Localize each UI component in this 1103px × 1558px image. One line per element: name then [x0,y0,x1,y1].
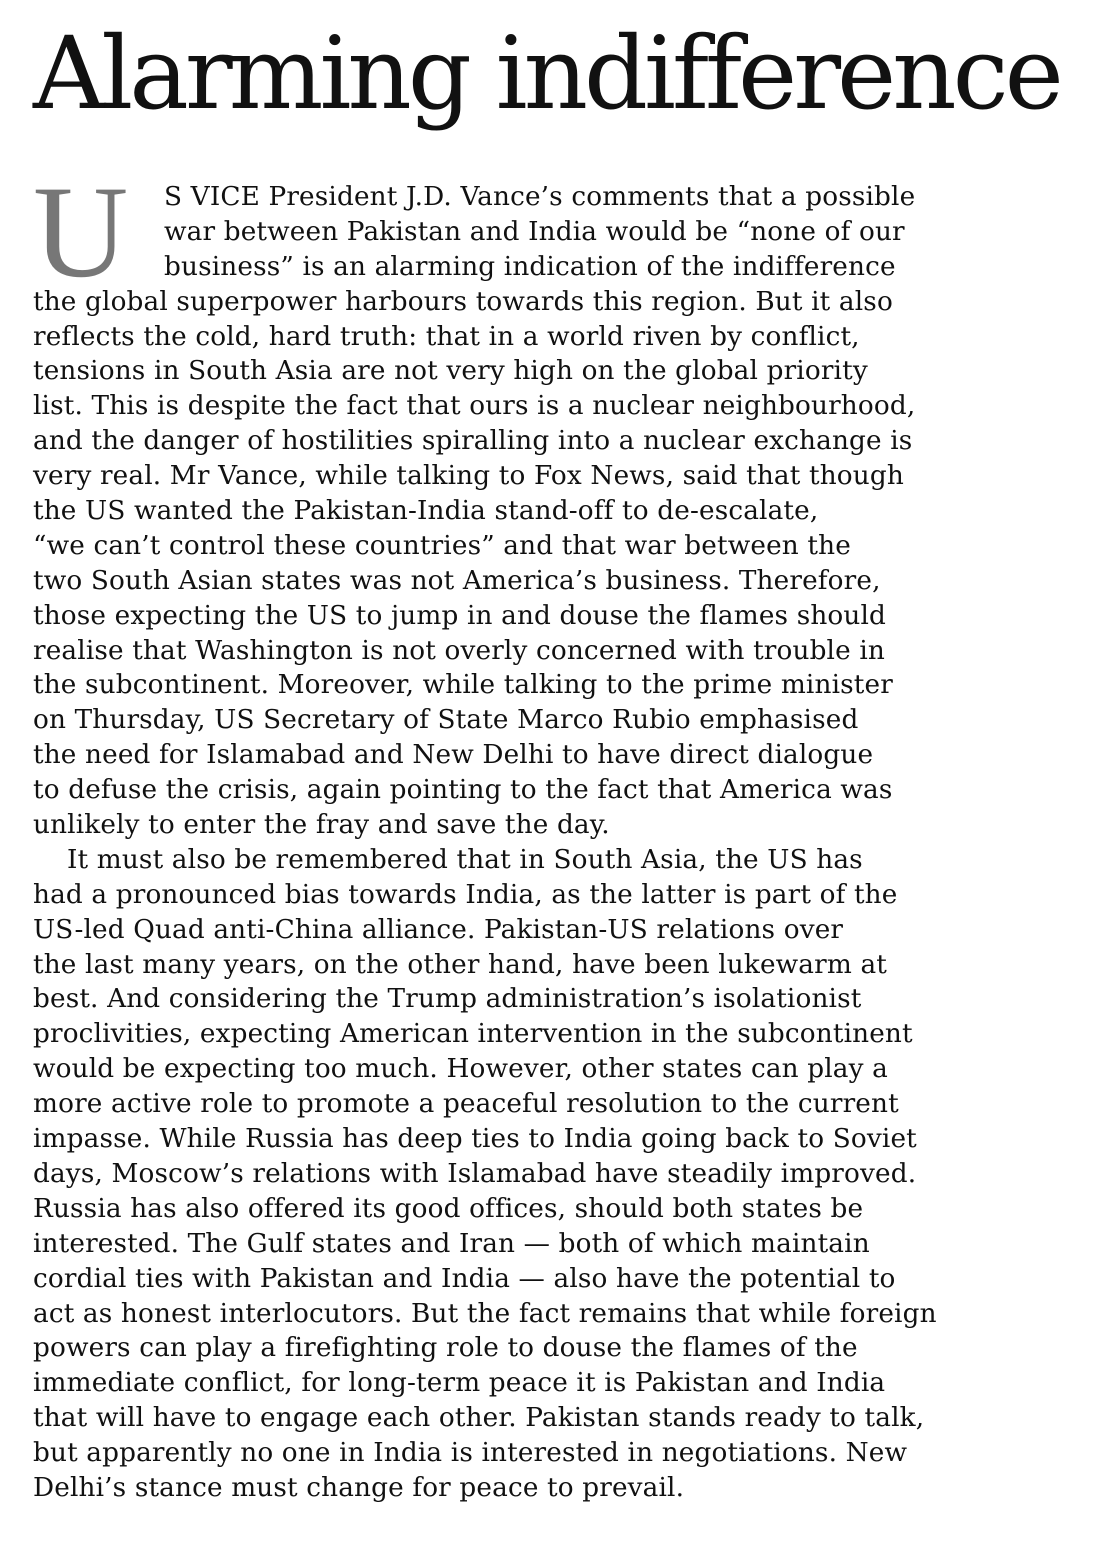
headline: Alarming indifference [33,15,1060,132]
text-line: impasse. While Russia has deep ties to India going back to Soviet [33,1124,917,1155]
text-line: unlikely to enter the fray and save the day. [33,810,610,841]
text-line: immediate conflict, for long-term peace it is Pakistan and India [33,1368,886,1399]
paragraph-2 [33,843,1083,1506]
text-line: S VICE President J.D. Vance’s comments that a possible [164,182,916,212]
text-line: cordial ties with Pakistan and India — also have the potential to [33,1263,896,1294]
text-line: those expecting the US to jump in and douse the flames should [33,600,887,631]
text-line: realise that Washington is not overly concerned with trouble in [33,635,885,666]
text-line: the last many years, on the other hand, have been lukewarm at [33,949,888,980]
text-line: interested. The Gulf states and Iran — both of which maintain [33,1228,870,1259]
text-line: business” is an alarming indication of the indifference [164,251,896,282]
text-line: and the danger of hostilities spiralling into a nuclear exchange is [33,426,913,457]
text-line: on Thursday, US Secretary of State Marco Rubio emphasised [33,705,859,736]
text-line: act as honest interlocutors. But the fact remains that while foreign [33,1298,937,1329]
text-line: to defuse the crisis, again pointing to the fact that America was [33,775,893,806]
text-line: “we can’t control these countries” and that war between the [33,530,851,561]
text-line: US-led Quad anti-China alliance. Pakistan-US relations over [33,914,844,945]
text-line: war between Pakistan and India would be “none of our [164,216,905,247]
text-line: It must also be remembered that in South Asia, the US has [67,844,863,875]
paragraph-1 [33,158,1083,843]
text-line: the need for Islamabad and New Delhi to have direct dialogue [33,740,874,771]
text-line: Delhi’s stance must change for peace to prevail. [33,1472,685,1503]
text-line: more active role to promote a peaceful resolution to the current [33,1089,899,1120]
text-line: the global superpower harbours towards this region. But it also [33,286,893,317]
text-line: the subcontinent. Moreover, while talking to the prime minister [33,670,893,701]
text-line: best. And considering the Trump administration’s isolationist [33,984,862,1015]
text-line: Russia has also offered its good offices, should both states be [33,1193,864,1224]
text-line: two South Asian states was not America’s business. Therefore, [33,565,881,596]
text-line: the US wanted the Pakistan-India stand-off to de-escalate, [33,496,819,527]
text-line: tensions in South Asia are not very high on the global priority [33,356,868,387]
text-line: had a pronounced bias towards India, as the latter is part of the [33,879,898,910]
text-line: powers can play a firefighting role to douse the flames of the [33,1333,858,1364]
text-line: would be expecting too much. However, other states can play a [33,1054,888,1085]
text-line: reflects the cold, hard truth: that in a world riven by conflict, [33,321,860,352]
text-line: that will have to engage each other. Pakistan stands ready to talk, [33,1403,925,1434]
text-line: days, Moscow’s relations with Islamabad have steadily improved. [33,1158,917,1189]
text-line: proclivities, expecting American intervention in the subcontinent [33,1019,913,1050]
text-line: list. This is despite the fact that ours is a nuclear neighbourhood, [33,391,916,422]
drop-cap: U [33,158,129,305]
article-body [33,158,1083,1506]
text-line: very real. Mr Vance, while talking to Fox News, said that though [33,461,904,492]
text-line: but apparently no one in India is interested in negotiations. New [33,1438,908,1469]
